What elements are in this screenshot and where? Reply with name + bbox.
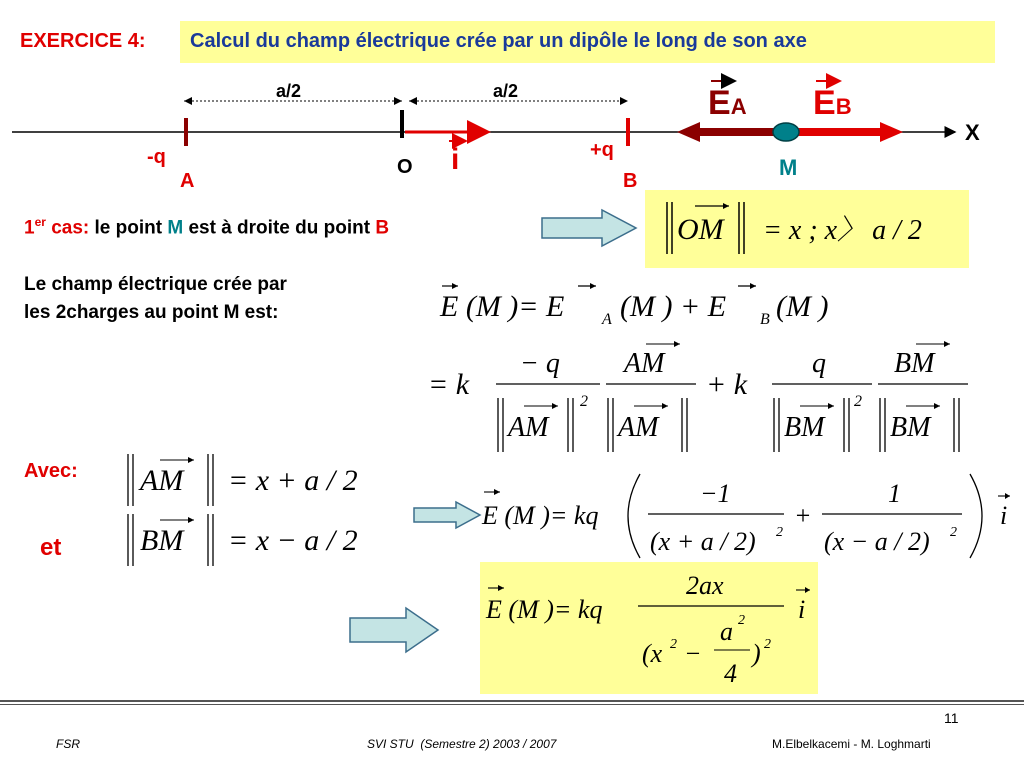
svg-text:−1: −1 [700,479,731,508]
svg-text:= x ; x〉 a / 2: = x ; x〉 a / 2 [763,215,922,246]
svg-text:AM: AM [618,412,659,443]
svg-text:+ k: + k [706,368,748,401]
label-half-a-left: a/2 [276,81,302,101]
svg-text:= k: = k [428,368,470,401]
field-k-equation [420,336,980,462]
svg-text:(x − a / 2): (x − a / 2) [824,527,930,556]
svg-text:(x: (x [642,639,663,668]
svg-text:BM: BM [784,412,825,443]
label-half-a-right: a/2 [493,81,519,101]
svg-text:AM: AM [140,464,184,497]
page-title [180,21,995,63]
svg-text:BM: BM [140,524,184,557]
svg-text:(M ) + E: (M ) + E [620,290,727,323]
svg-text:−: − [684,639,702,668]
svg-text:2: 2 [580,393,588,410]
champ-text-1: Le champ électrique crée par [24,274,287,295]
svg-text:AM: AM [508,412,549,443]
svg-text:E (M )= kq: E (M )= kq [482,501,599,530]
footer-rule-bottom [0,704,1024,705]
svg-text:+: + [794,501,812,530]
svg-text:B: B [760,311,770,328]
block-arrow-3 [348,606,442,654]
svg-text:q: q [812,348,826,379]
avec-label: Avec: [24,460,78,482]
svg-text:): ) [752,639,761,668]
svg-text:OM: OM [677,213,724,246]
svg-text:2: 2 [776,525,783,540]
label-A: A [180,170,195,192]
svg-text:2: 2 [670,637,677,652]
title-text: Calcul du champ électrique crée par un dipôle le long de son axe [190,30,807,52]
svg-text:E (M )= E: E (M )= E [440,290,565,323]
svg-text:= x − a / 2: = x − a / 2 [228,524,358,557]
om-condition [645,190,969,268]
vector-EA-arrow [677,122,786,142]
label-minus-q: -q [147,146,166,168]
footer-left: FSR [56,737,80,751]
exercise-label: EXERCICE 4: [20,30,146,52]
svg-text:i: i [1000,501,1008,530]
distance-equations [120,448,420,576]
case-heading: 1er cas: le point M est à droite du point B [24,215,390,239]
label-plus-q: +q [590,139,614,161]
field-result-1 [478,466,1018,566]
svg-text:i: i [798,595,806,624]
svg-text:E (M )= kq: E (M )= kq [486,595,603,624]
svg-text:= x + a / 2: = x + a / 2 [228,464,358,497]
vector-EB-arrow [786,122,903,142]
footer-center: SVI STU (Semestre 2) 2003 / 2007 [367,737,557,751]
page-number: 11 [944,710,959,726]
dipole-diagram [0,70,1024,200]
svg-text:BM: BM [894,348,935,379]
label-i: i [451,143,460,176]
label-EA: EA [708,84,747,122]
label-B: B [623,170,638,192]
svg-text:1: 1 [888,479,901,508]
champ-text-2: les 2charges au point M est: [24,302,279,323]
field-result-final [480,562,818,694]
label-O: O [397,156,413,178]
svg-text:2: 2 [764,637,771,652]
block-arrow-1 [540,208,640,248]
footer-right: M.Elbelkacemi - M. Loghmarti [772,737,931,751]
svg-text:AM: AM [624,348,665,379]
svg-text:− q: − q [520,348,560,379]
svg-text:2: 2 [738,613,745,628]
svg-text:(x + a / 2): (x + a / 2) [650,527,756,556]
et-label: et [40,534,62,561]
field-sum-equation [430,272,860,332]
label-M: M [779,155,798,180]
svg-text:(M ): (M ) [776,290,829,323]
svg-text:2: 2 [950,525,957,540]
block-arrow-2 [412,500,482,530]
svg-text:A: A [602,311,612,328]
svg-text:4: 4 [724,659,737,688]
label-X: X [965,120,980,145]
footer-rule-top [0,700,1024,702]
svg-text:BM: BM [890,412,931,443]
svg-text:2ax: 2ax [686,571,724,600]
svg-text:a: a [720,617,733,646]
label-EB: EB [813,84,852,122]
point-M-dot [773,123,799,141]
svg-text:2: 2 [854,393,862,410]
